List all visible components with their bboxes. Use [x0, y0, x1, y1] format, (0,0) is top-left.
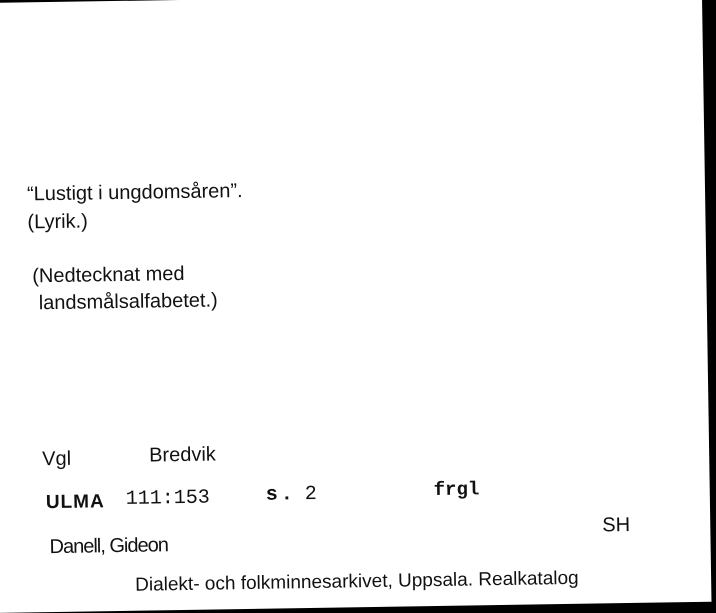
note-line-2: landsmålsalfabetet.)	[38, 289, 218, 315]
place-name: Bredvik	[148, 443, 216, 467]
footer-archive: Dialekt- och folkminnesarkivet, Uppsala. Realkatalog	[134, 567, 579, 596]
archive-code: ULMA	[45, 491, 105, 514]
category-code: frgl	[433, 478, 480, 502]
page-number: 2	[304, 482, 317, 507]
archive-number: 111:153	[125, 486, 210, 511]
note-line-1: (Nedtecknat med	[32, 262, 185, 288]
title-line-2: (Lyrik.)	[27, 210, 88, 234]
initials: SH	[602, 513, 631, 537]
title-line-1: “Lustigt i ungdomsåren”.	[26, 180, 243, 206]
page-label: s.	[265, 483, 296, 507]
region-code: Vgl	[41, 447, 72, 471]
collector-name: Danell, Gideon	[49, 534, 169, 559]
